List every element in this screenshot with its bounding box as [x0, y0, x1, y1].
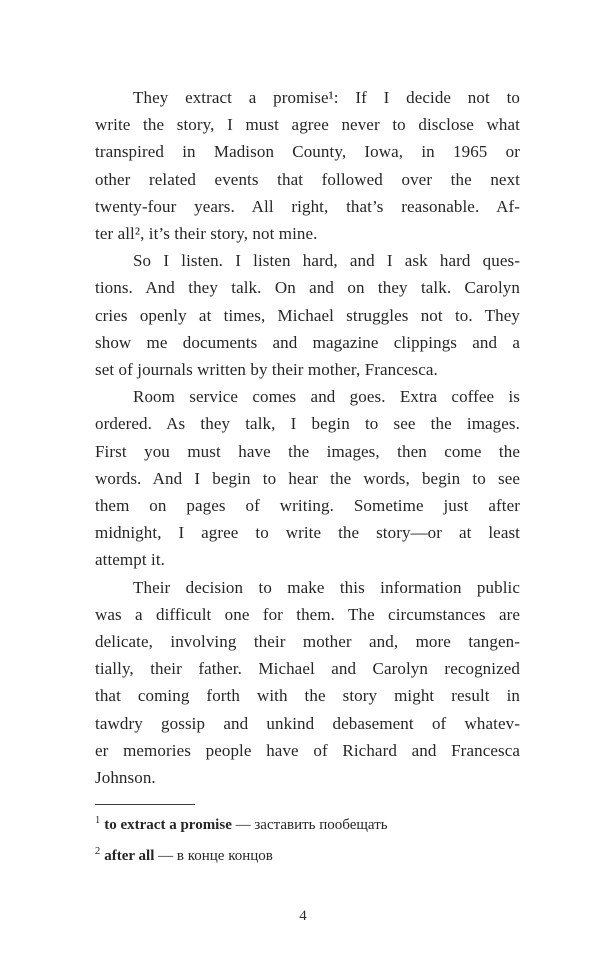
text-line: Room service comes and goes. Extra coffee is: [133, 387, 520, 407]
text-line: er memories people have of Richard and Francesca: [95, 740, 520, 760]
text-line: ordered. As they talk, I begin to see the images.: [95, 414, 520, 434]
footnote-divider: [95, 804, 195, 805]
text-line: They extract a promise¹: If I decide not to: [133, 88, 520, 107]
footnotes: [95, 815, 520, 867]
text-line: cries openly at times, Michael struggles not to. They: [95, 305, 520, 325]
text-line: write the story, I must agree never to disclose what: [95, 115, 520, 135]
footnote-marker: 2: [95, 846, 101, 858]
text-line: tially, their father. Michael and Carolyn recognized: [95, 659, 520, 679]
footnote: [95, 815, 520, 836]
text-line: So I listen. I listen hard, and I ask hard ques-: [133, 251, 520, 271]
text-line: First you must have the images, then come the: [95, 441, 520, 461]
text-line: them on pages of writing. Sometime just after: [95, 496, 520, 516]
footnote-translation: — заставить пообещать: [235, 817, 388, 834]
text-line: Johnson.: [95, 768, 156, 788]
footnote-term: after all: [104, 848, 155, 865]
text-line: attempt it.: [95, 550, 166, 570]
text-line: tawdry gossip and unkind debasement of whatev-: [95, 713, 520, 733]
text-line: other related events that followed over the next: [95, 169, 520, 189]
text-line: ter all², it’s their story, not mine.: [95, 224, 318, 244]
footnote-translation: — в конце концов: [158, 848, 273, 865]
paragraph: [95, 84, 520, 247]
footnote-marker: 1: [95, 815, 101, 827]
body-text: [95, 84, 520, 791]
text-line: that coming forth with the story might result in: [95, 686, 520, 706]
paragraph: [95, 383, 520, 573]
footnote-term: to extract a promise: [104, 817, 232, 834]
text-line: words. And I begin to hear the words, begin to see: [95, 468, 520, 488]
footnote: [95, 846, 520, 867]
page-number: 4: [299, 908, 307, 924]
text-line: show me documents and magazine clippings and a: [95, 332, 520, 352]
paragraph: [95, 574, 520, 792]
text-line: tions. And they talk. On and on they talk. Carolyn: [95, 278, 520, 298]
text-line: midnight, I agree to write the story—or at least: [95, 523, 520, 543]
text-line: delicate, involving their mother and, more tangen-: [95, 632, 520, 652]
text-line: set of journals written by their mother, Francesca.: [95, 360, 438, 380]
text-line: was a difficult one for them. The circumstances are: [95, 604, 520, 624]
text-line: transpired in Madison County, Iowa, in 1965 or: [95, 142, 520, 162]
text-line: Their decision to make this information public: [133, 577, 520, 597]
paragraph: [95, 247, 520, 383]
text-line: twenty-four years. All right, that’s reasonable. Af-: [95, 196, 520, 216]
